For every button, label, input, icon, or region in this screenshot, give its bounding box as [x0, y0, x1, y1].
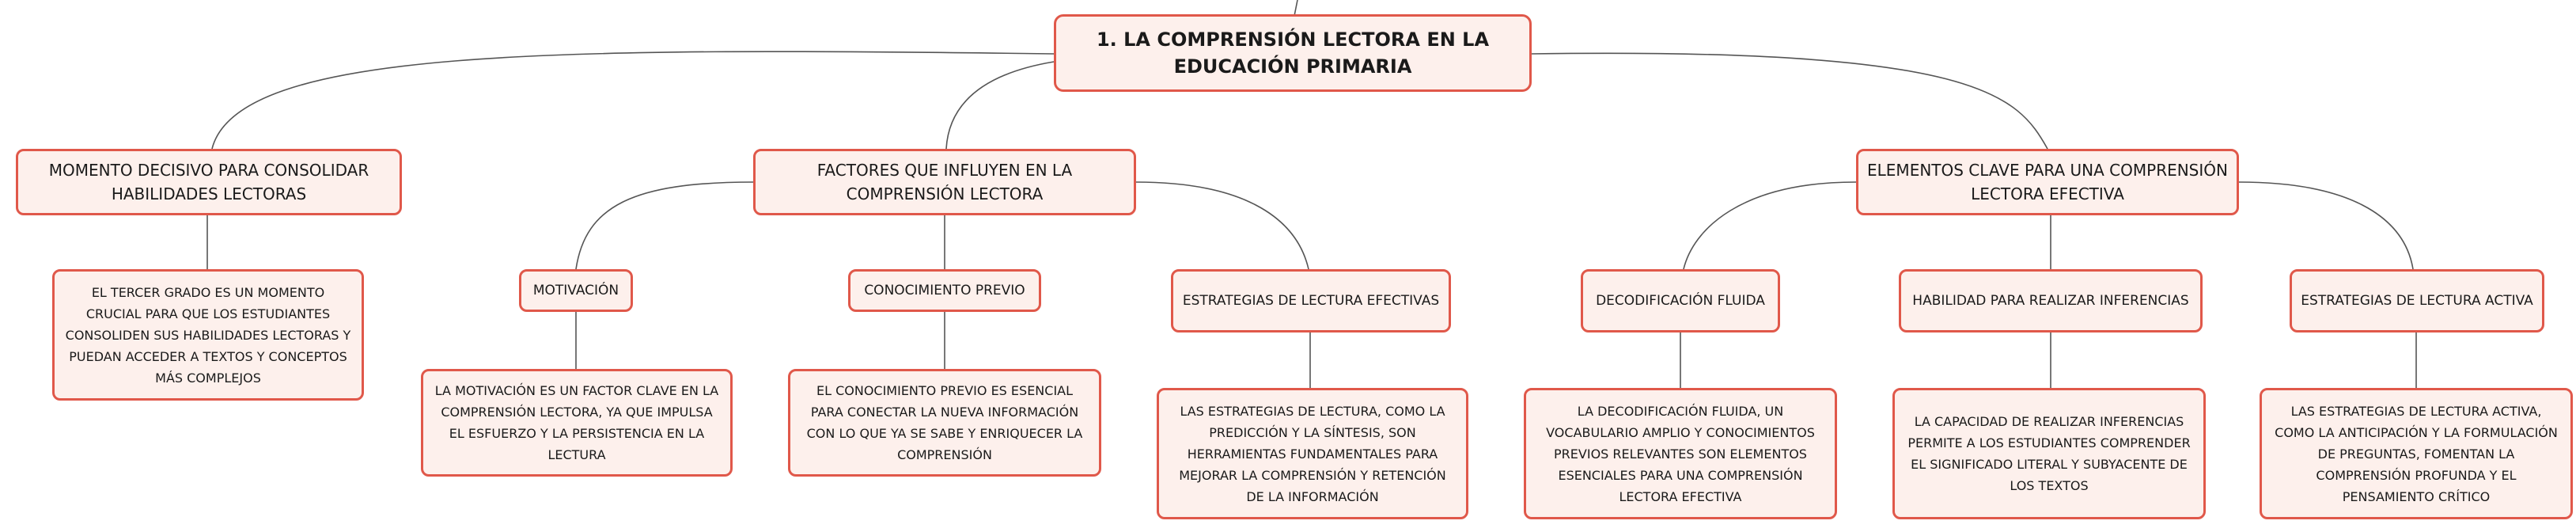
subtopic-label: ESTRATEGIAS DE LECTURA ACTIVA — [2301, 293, 2533, 309]
detail-text: LA CAPACIDAD DE REALIZAR INFERENCIAS PERMITE A LOS ESTUDIANTES COMPRENDER EL SIGNIFICADO LITERAL Y SUBYACENTE DE LOS TEXTOS — [1907, 414, 2191, 493]
detail-lectura-activa[interactable] — [2260, 388, 2573, 519]
connector-branch-2-motivation — [576, 182, 753, 269]
connector-root-top — [1294, 0, 1297, 16]
detail-text: LA MOTIVACIÓN ES UN FACTOR CLAVE EN LA COMPRENSIÓN LECTORA, YA QUE IMPULSA EL ESFUERZO Y LA PERSISTENCIA EN LA LECTURA — [434, 383, 719, 462]
detail-conocimiento-previo[interactable] — [788, 369, 1101, 477]
connector-root-branch-1 — [212, 51, 1054, 149]
subtopic-decodificacion-fluida[interactable] — [1581, 269, 1780, 332]
subtopic-label: DECODIFICACIÓN FLUIDA — [1596, 293, 1765, 309]
subtopic-lectura-activa[interactable] — [2290, 269, 2544, 332]
detail-tercer-grado[interactable] — [52, 269, 364, 401]
detail-text: LAS ESTRATEGIAS DE LECTURA, COMO LA PREDICCIÓN Y LA SÍNTESIS, SON HERRAMIENTAS FUNDAMENTALES PARA MEJORAR LA COMPRENSIÓN Y RETENCIÓN DE LA INFORMACIÓN — [1179, 403, 1446, 504]
root-topic-label: 1. LA COMPRENSIÓN LECTORA EN LA EDUCACIÓN PRIMARIA — [1096, 28, 1490, 78]
subtopic-inferencias[interactable] — [1899, 269, 2203, 332]
detail-decodificacion[interactable] — [1524, 388, 1837, 519]
branch-label: MOMENTO DECISIVO PARA CONSOLIDAR HABILIDADES LECTORAS — [48, 161, 369, 203]
subtopic-label: MOTIVACIÓN — [532, 283, 619, 298]
connector-branch-3-decoding — [1684, 182, 1856, 269]
detail-inferencias[interactable] — [1892, 388, 2206, 519]
branch-label: FACTORES QUE INFLUYEN EN LA COMPRENSIÓN LECTORA — [816, 161, 1073, 203]
subtopic-estrategias-lectura-efectivas[interactable] — [1171, 269, 1451, 332]
branch-factores[interactable] — [753, 149, 1136, 215]
detail-text: LAS ESTRATEGIAS DE LECTURA ACTIVA, COMO LA ANTICIPACIÓN Y LA FORMULACIÓN DE PREGUNTAS, FOMENTAN LA COMPRENSIÓN PROFUNDA Y EL PENSAMIENTO CRÍTICO — [2275, 403, 2558, 504]
branch-elementos-clave[interactable] — [1856, 149, 2239, 215]
connector-root-branch-3 — [1532, 53, 2048, 149]
subtopic-label: ESTRATEGIAS DE LECTURA EFECTIVAS — [1182, 293, 1440, 309]
subtopic-conocimiento-previo[interactable] — [848, 269, 1041, 312]
detail-text: EL CONOCIMIENTO PREVIO ES ESENCIAL PARA CONECTAR LA NUEVA INFORMACIÓN CON LO QUE YA SE SABE Y ENRIQUECER LA COMPRENSIÓN — [806, 383, 1083, 462]
detail-estrategias-lectura[interactable] — [1157, 388, 1468, 519]
subtopic-label: HABILIDAD PARA REALIZAR INFERENCIAS — [1912, 293, 2189, 309]
branch-momento-decisivo[interactable] — [16, 149, 402, 215]
connector-branch-2-strategies — [1136, 182, 1309, 269]
detail-text: LA DECODIFICACIÓN FLUIDA, UN VOCABULARIO AMPLIO Y CONOCIMIENTOS PREVIOS RELEVANTES SON ELEMENTOS ESENCIALES PARA UNA COMPRENSIÓN LECTORA EFECTIVA — [1546, 403, 1815, 504]
detail-text: EL TERCER GRADO ES UN MOMENTO CRUCIAL PARA QUE LOS ESTUDIANTES CONSOLIDEN SUS HABILIDADES LECTORAS Y PUEDAN ACCEDER A TEXTOS Y CONCEPTOS MÁS COMPLEJOS — [65, 284, 351, 386]
detail-motivacion[interactable] — [421, 369, 733, 477]
subtopic-label: CONOCIMIENTO PREVIO — [864, 283, 1025, 298]
branch-label: ELEMENTOS CLAVE PARA UNA COMPRENSIÓN LECTORA EFECTIVA — [1867, 161, 2228, 203]
connector-root-branch-2 — [946, 62, 1054, 149]
subtopic-motivacion[interactable] — [519, 269, 633, 312]
connector-branch-3-active — [2239, 182, 2413, 269]
root-topic[interactable] — [1054, 14, 1532, 92]
